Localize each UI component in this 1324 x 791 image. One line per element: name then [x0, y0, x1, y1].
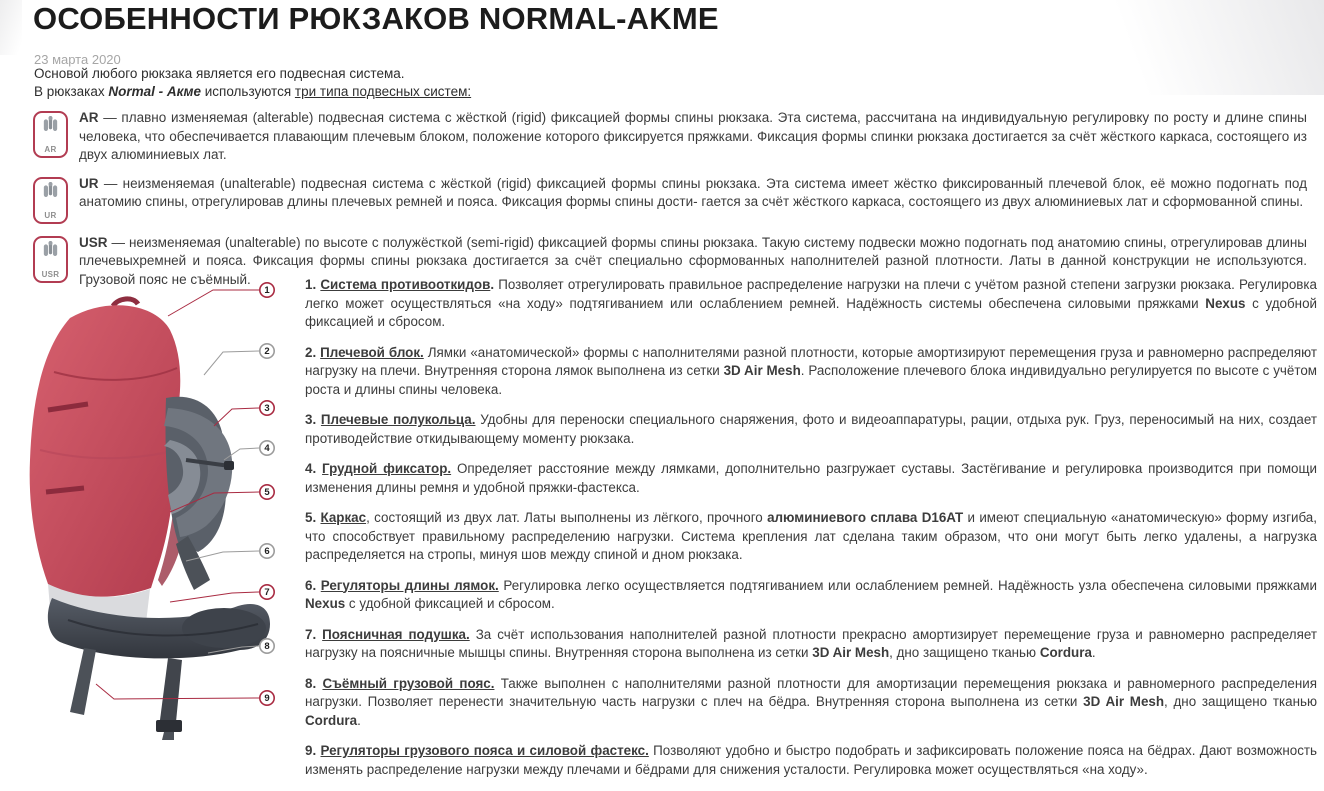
- feature-item-1: 1. Система противооткидов. Позволяет отрегулировать правильное распределение нагрузки на плечи с учётом разной степени загрузки рюкзака. Регулировка легко может осуществляться «на ходу» подтягиванием или ослаблением ремней. Надёжность системы обеспечена силовыми пряжками Nexus с удобной фиксацией и сбросом.: [305, 277, 1317, 329]
- feature-item-6: 6. Регуляторы длины лямок. Регулировка легко осуществляется подтягиванием или ослаблением ремней. Надёжность узла обеспечена силовыми пряжками Nexus с удобной фиксацией и сбросом.: [305, 577, 1317, 611]
- backpack-hipbelt: [48, 598, 270, 740]
- harness-icon: [43, 116, 58, 136]
- intro-line-2: В рюкзаках Normal - Акме используются три типа подвесных систем:: [34, 83, 472, 99]
- header-left-decoration: [0, 0, 22, 55]
- system-description-ur: UR — неизменяемая (unalterable) подвесная система с жёсткой (rigid) фиксацией формы спины рюкзака. Эта система имеет жёстко фиксированный плечевой блок, её можно подогнать под анатомию спины, отрегулировав длины плечевых ремней и пояса. Фиксация формы спины дости- гается за счёт жёсткого каркаса, состоящего из двух алюминиевых лат и сформованной спины.: [79, 175, 1307, 209]
- svg-text:1: 1: [264, 285, 270, 297]
- backpack-body: [30, 299, 188, 649]
- feature-item-5: 5. Каркас, состоящий из двух лат. Латы выполнены из лёгкого, прочного алюминиевого сплава D16AT и имеют специальную «анатомическую» форму изгиба, что способствует правильному распределению нагрузки. Система крепления лат сделана таким образом, что они могут быть легко удалены, а нагрузка распределяется на стропы, минуя шов между спиной и дном рюкзака.: [305, 510, 1317, 562]
- svg-text:6: 6: [264, 546, 270, 558]
- callout-marker-3: [214, 401, 274, 426]
- system-description-ar: AR — плавно изменяемая (alterable) подвесная система с жёсткой (rigid) фиксацией формы спины рюкзака. Эта система, рассчитана на индивидуальную регулировку по росту и длине спины человека, что обеспечивается плавающим плечевым блоком, положение которого фиксируется пряжками. Фиксация формы спинки рюкзака достигается за счёт жёсткого каркаса, состоящего из двух алюминиевых лат.: [79, 110, 1307, 162]
- system-badge-ur: [33, 177, 68, 224]
- suspension-systems-list: [33, 109, 1307, 289]
- feature-item-7: 7. Поясничная подушка. За счёт использования наполнителей разной плотности прекрасно амортизирует перемещение груза и равномерно распределяет нагрузку на поясничные мышцы спины. Внутренняя сторона выполнена из сетки 3D Air Mesh, дно защищено тканью Cordura.: [305, 626, 1317, 660]
- callout-marker-2: [204, 344, 274, 375]
- harness-icon: [43, 241, 58, 261]
- page-title: ОСОБЕННОСТИ РЮКЗАКОВ NORMAL-AKME: [33, 1, 719, 36]
- svg-text:4: 4: [264, 443, 270, 455]
- svg-text:3: 3: [264, 403, 270, 415]
- badge-label-ur: UR: [44, 210, 57, 220]
- callout-marker-9: [96, 684, 274, 705]
- badge-label-usr: USR: [41, 269, 60, 279]
- harness-icon: [43, 182, 58, 202]
- backpack-diagram: [18, 280, 308, 743]
- post-date: 23 марта 2020: [34, 52, 121, 67]
- feature-item-3: 3. Плечевые полукольца. Удобны для переноски специального снаряжения, фото и видеоаппаратуры, рации, отдыха рук. Груз, переносимый на них, создает противодействие откидывающему моменту рюкзака.: [305, 412, 1318, 446]
- system-description-usr: USR — неизменяемая (unalterable) по высоте с полужёсткой (semi-rigid) фиксацией формы спины рюкзака. Такую систему подвески можно подогнать под анатомию спины, отрегулировав длины плечевыхремней и пояса. Фиксация формы спины рюкзака достигается за счёт специально сформованных наполнителей разной плотности. Латы в данной конструкции не используются. Грузовой пояс не съёмный.: [79, 234, 1307, 287]
- system-badge-usr: [33, 236, 68, 283]
- svg-text:8: 8: [264, 641, 270, 653]
- feature-item-8: 8. Съёмный грузовой пояс. Также выполнен с наполнителями разной плотности для амортизации перемещения рюкзака и равномерного распределения нагрузки. Позволяет перенести значительную часть нагрузки с плеч на бёдра. Внутренняя сторона выполнена из сетки 3D Air Mesh, дно защищено тканью Cordura.: [305, 675, 1318, 728]
- header-corner-decoration: [994, 0, 1324, 95]
- badge-label-ar: AR: [44, 145, 57, 154]
- features-list: [305, 276, 1317, 791]
- feature-item-2: 2. Плечевой блок. Лямки «анатомической» формы с наполнителями разной плотности, которые амортизируют перемещения груза и равномерно распределяют нагрузку на плечи. Внутренняя сторона лямок выполнена из сетки 3D Air Mesh. Расположение плечевого блока индивидуально регулируется по высоте с учётом роста и длины спины человека.: [305, 344, 1317, 397]
- callout-marker-7: [170, 585, 274, 602]
- feature-item-4: 4. Грудной фиксатор. Определяет расстояние между лямками, дополнительно разгружает суставы. Застёгивание и регулировка производится при помощи изменения длины ремня и удобной пряжки-фастекса.: [305, 461, 1318, 495]
- svg-text:2: 2: [264, 346, 270, 358]
- system-row-ar: [33, 109, 1307, 165]
- feature-item-9: 9. Регуляторы грузового пояса и силовой фастекс. Позволяют удобно и быстро подобрать и зафиксировать положение пояса на бёдрах. Дают возможность изменять распределение нагрузки между плечами и бёдрами для снижения усталости. Регулировка может осуществляться «на ходу».: [305, 743, 1318, 777]
- system-badge-ar: [33, 111, 68, 158]
- svg-text:5: 5: [264, 487, 270, 499]
- intro-line-1: Основой любого рюкзака является его подвесная система.: [34, 66, 405, 81]
- intro-text: [34, 66, 994, 101]
- callout-marker-1: [168, 283, 274, 316]
- svg-text:7: 7: [264, 587, 270, 599]
- svg-text:9: 9: [264, 693, 270, 705]
- system-row-ur: [33, 175, 1307, 224]
- backpack-illustration: [18, 280, 308, 743]
